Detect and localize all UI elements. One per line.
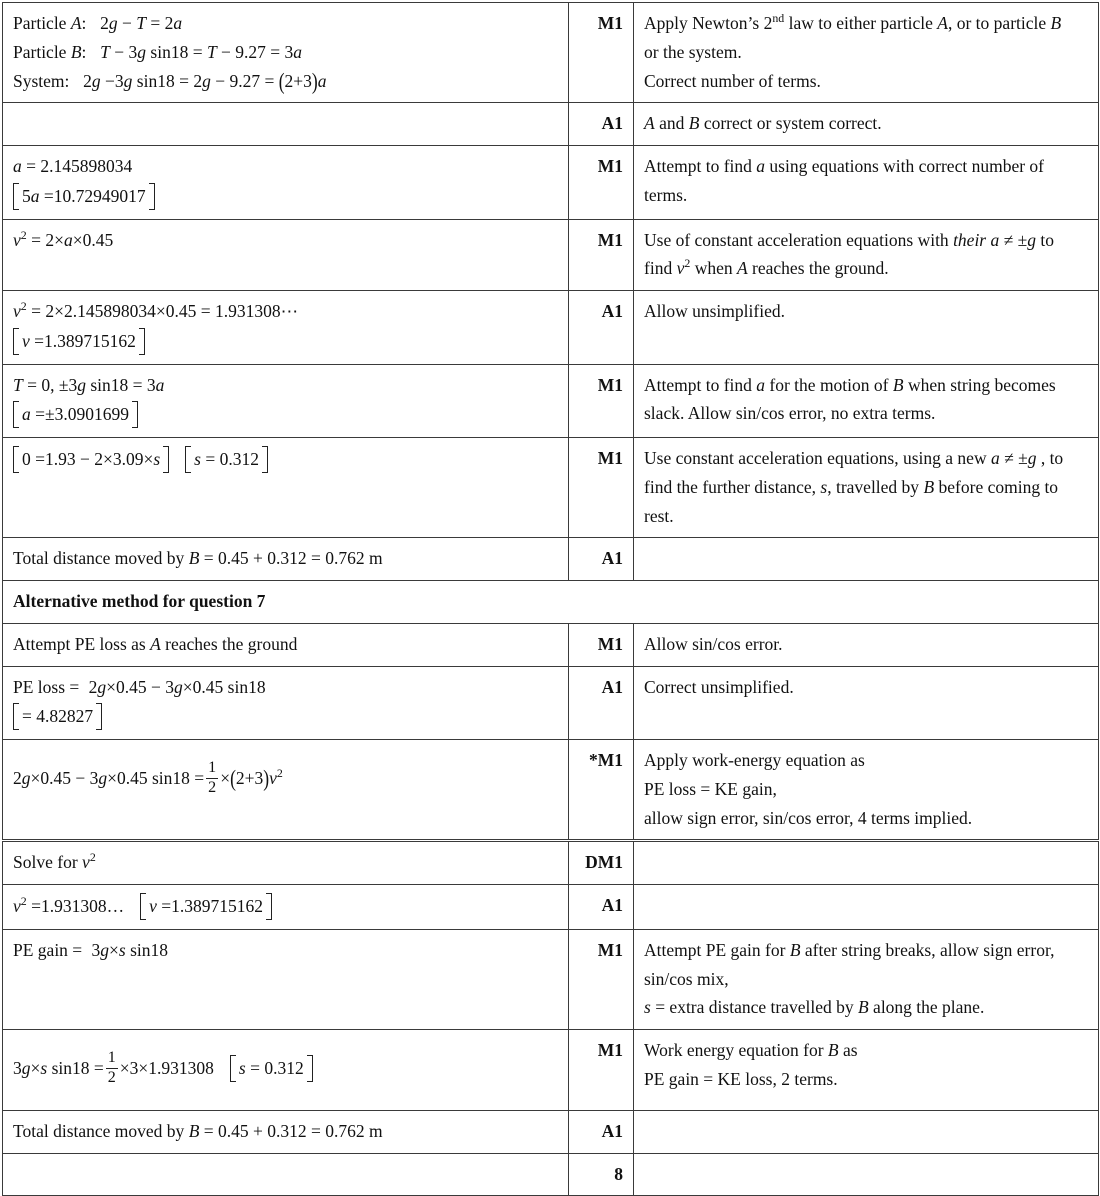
equation-v2-result: $v^2$ =1.931308… v =1.389715162 — [13, 894, 558, 919]
note-line: s = extra distance travelled by B along the plane. — [644, 997, 985, 1018]
working-cell-newton — [3, 3, 569, 103]
table-row — [3, 438, 1099, 538]
table-row — [3, 103, 1099, 146]
working-cell-total-1 — [3, 538, 569, 581]
notes-cell-work-energy-b — [634, 1030, 1099, 1111]
note-line: Use constant acceleration equations, using a new a ≠ ±g , to — [644, 448, 1064, 468]
working-cell-v2-setup — [3, 219, 569, 291]
equation-suvat — [13, 447, 558, 472]
mark-scheme-sheet — [0, 2, 1100, 1196]
mark-cell: M1 — [569, 929, 634, 1029]
note-line: allow sign error, sin/cos error, 4 terms implied. — [644, 807, 973, 828]
notes-cell-slack — [634, 364, 1099, 438]
mark-cell: *M1 — [569, 740, 634, 841]
bracket-content: = 4.82827 — [22, 706, 94, 727]
table-row — [3, 623, 1099, 666]
note-line: sin/cos mix, — [644, 968, 729, 989]
ordinal-superscript: nd — [772, 11, 785, 26]
mark-cell: M1 — [569, 146, 634, 220]
notes-cell-empty — [634, 841, 1099, 885]
table-row — [3, 364, 1099, 438]
note-line: Attempt to find a for the motion of B when string becomes — [644, 374, 1056, 395]
bracket-content: a =±3.0901699 — [22, 404, 129, 425]
notes-cell-empty — [634, 1153, 1099, 1196]
equation-total-distance: Total distance moved by B = 0.45 + 0.312 = 0.762 m — [13, 548, 383, 569]
working-cell-solve-v2 — [3, 841, 569, 885]
note-line: find the further distance, s, travelled by B before coming to — [644, 476, 1059, 497]
working-cell-work-energy-b — [3, 1030, 569, 1111]
working-cell-v2-value — [3, 291, 569, 365]
mark-cell: A1 — [569, 103, 634, 146]
table-row — [3, 3, 1099, 103]
note-line: A and B correct or system correct. — [644, 113, 882, 134]
equation-v2-setup: $v^2 = 2\times a\times 0.45$ — [13, 227, 114, 250]
bracket-content: s = 0.312 — [238, 1057, 304, 1078]
note-line: Allow sin/cos error. — [644, 633, 783, 654]
note-line: slack. Allow sin/cos error, no extra terms. — [644, 403, 936, 424]
mark-cell: DM1 — [569, 841, 634, 885]
equation-work-energy-b: 3g×s sin18 = $\frac{1}{2}$ ×3×1.931308 s = 0.312 — [13, 1052, 558, 1088]
note-line: Correct unsimplified. — [644, 676, 794, 697]
notes-cell-sincos — [634, 623, 1099, 666]
mark-cell: A1 — [569, 885, 634, 930]
notes-cell-work-energy — [634, 740, 1099, 841]
bracket-content: s = 0.312 — [194, 449, 259, 469]
equation-a-value: a = 2.145898034 — [13, 156, 133, 176]
note-line: find $v^2$ when A reaches the ground. — [644, 256, 889, 279]
notes-cell-empty — [634, 1110, 1099, 1153]
notes-cell-correct-unsimplified — [634, 666, 1099, 740]
table-row — [3, 1030, 1099, 1111]
equation-5a-bracket — [13, 184, 558, 209]
note-line: Apply work-energy equation as — [644, 750, 865, 770]
note-line: Correct number of terms. — [644, 70, 821, 91]
notes-cell-suvat — [634, 438, 1099, 538]
note-line: Attempt PE gain for B after string breaks, allow sign error, — [644, 939, 1055, 960]
working-cell-slack — [3, 364, 569, 438]
working-cell-pe-loss-value — [3, 666, 569, 740]
working-cell-work-energy — [3, 740, 569, 841]
equation-pe-gain: PE gain = 3g×s sin18 — [13, 939, 169, 960]
statement-attempt-pe-loss: Attempt PE loss as A reaches the ground — [13, 633, 298, 654]
expr: 2g − T = 2a — [100, 13, 183, 33]
note-line: rest. — [644, 505, 674, 526]
notes-cell-find-a — [634, 146, 1099, 220]
mark-cell: M1 — [569, 1030, 634, 1111]
equation-work-energy: 2g×0.45 − 3g×0.45 sin18 = $\frac{1}{2}$ $\times(2+3)v^2$ — [13, 759, 283, 796]
bracket-content: 5a =10.72949017 — [22, 185, 146, 206]
working-cell-v2-result — [3, 885, 569, 930]
note-line: Attempt to find a using equations with correct number of — [644, 156, 1044, 176]
note-line: PE loss = KE gain, — [644, 778, 777, 799]
working-cell-total-2 — [3, 1110, 569, 1153]
table-row — [3, 885, 1099, 930]
emphasis-their: their — [953, 229, 987, 250]
expr: 2g −3g sin18 = 2g − 9.27 = (2+3)a — [83, 66, 327, 94]
note-line: Apply Newton’s 2nd law to either particle A, or to particle B — [644, 11, 1062, 33]
equation-slack-a-bracket — [13, 402, 558, 427]
table-row — [3, 146, 1099, 220]
notes-cell-empty — [634, 885, 1099, 930]
fraction-one-half: $\frac{1}{2}$ — [208, 759, 217, 796]
note-line: terms. — [644, 184, 688, 205]
mark-scheme-table — [2, 2, 1099, 1196]
notes-cell-pe-gain — [634, 929, 1099, 1029]
equation-system: System: 2g −3g sin18 = 2g − 9.27 = (2+3)a — [13, 66, 327, 94]
working-cell-empty — [3, 1153, 569, 1196]
bracket-content: 0 =1.93 − 2×3.09×s — [22, 449, 161, 469]
equation-pe-loss-bracket — [13, 704, 558, 729]
notes-cell-ab-correct — [634, 103, 1099, 146]
equation-v-bracket — [13, 329, 558, 354]
symbol-a: A — [70, 13, 82, 33]
table-row — [3, 929, 1099, 1029]
working-cell-empty — [3, 103, 569, 146]
equation-pe-loss: PE loss = 2g×0.45 − 3g×0.45 sin18 — [13, 676, 266, 697]
table-row-total — [3, 1153, 1099, 1196]
mark-cell: A1 — [569, 666, 634, 740]
alternative-method-banner: Alternative method for question 7 — [3, 581, 1099, 624]
notes-cell-empty — [634, 538, 1099, 581]
table-row — [3, 740, 1099, 841]
note-line: or the system. — [644, 41, 742, 62]
equation-v2-value: $v^2 = 2\times 2.145898034\times 0.45$ = 1.931308⋯ — [13, 299, 299, 321]
working-cell-suvat — [3, 438, 569, 538]
bracket-content: v =1.389715162 — [22, 330, 136, 351]
table-row — [3, 841, 1099, 885]
expr: T − 3g sin18 = T − 9.27 = 3a — [100, 41, 303, 62]
equation-particle-a: Particle A: 2g − T = 2a — [13, 13, 183, 33]
mark-cell: M1 — [569, 438, 634, 538]
mark-cell: M1 — [569, 623, 634, 666]
symbol-b: B — [70, 41, 82, 62]
working-cell-find-a — [3, 146, 569, 220]
mark-cell: M1 — [569, 219, 634, 291]
table-row — [3, 291, 1099, 365]
statement-solve-for: Solve for $v^2$ — [13, 850, 96, 873]
mark-cell: M1 — [569, 3, 634, 103]
mark-cell: A1 — [569, 538, 634, 581]
mark-cell: M1 — [569, 364, 634, 438]
table-row — [3, 219, 1099, 291]
table-row — [3, 1110, 1099, 1153]
fraction-one-half: $\frac{1}{2}$ — [107, 1049, 116, 1086]
notes-cell-newton — [634, 3, 1099, 103]
table-row-banner — [3, 581, 1099, 624]
note-line: Use of constant acceleration equations with their a ≠ ±g to — [644, 229, 1054, 250]
working-cell-pe-loss-attempt — [3, 623, 569, 666]
note-line: Work energy equation for B as — [644, 1040, 858, 1060]
note-line: PE gain = KE loss, 2 terms. — [644, 1068, 838, 1089]
notes-cell-unsimplified — [634, 291, 1099, 365]
table-row — [3, 666, 1099, 740]
notes-cell-v2-setup — [634, 219, 1099, 291]
note-line: Allow unsimplified. — [644, 301, 785, 321]
equation-total-distance: Total distance moved by B = 0.45 + 0.312 = 0.762 m — [13, 1120, 383, 1141]
bracket-content: v =1.389715162 — [149, 896, 264, 916]
equation-slack: T = 0, ±3g sin18 = 3a — [13, 374, 165, 395]
equation-particle-b: Particle B: T − 3g sin18 = T − 9.27 = 3a — [13, 41, 303, 62]
working-cell-pe-gain — [3, 929, 569, 1029]
table-row — [3, 538, 1099, 581]
mark-cell: A1 — [569, 1110, 634, 1153]
total-marks-cell: 8 — [569, 1153, 634, 1196]
mark-cell: A1 — [569, 291, 634, 365]
